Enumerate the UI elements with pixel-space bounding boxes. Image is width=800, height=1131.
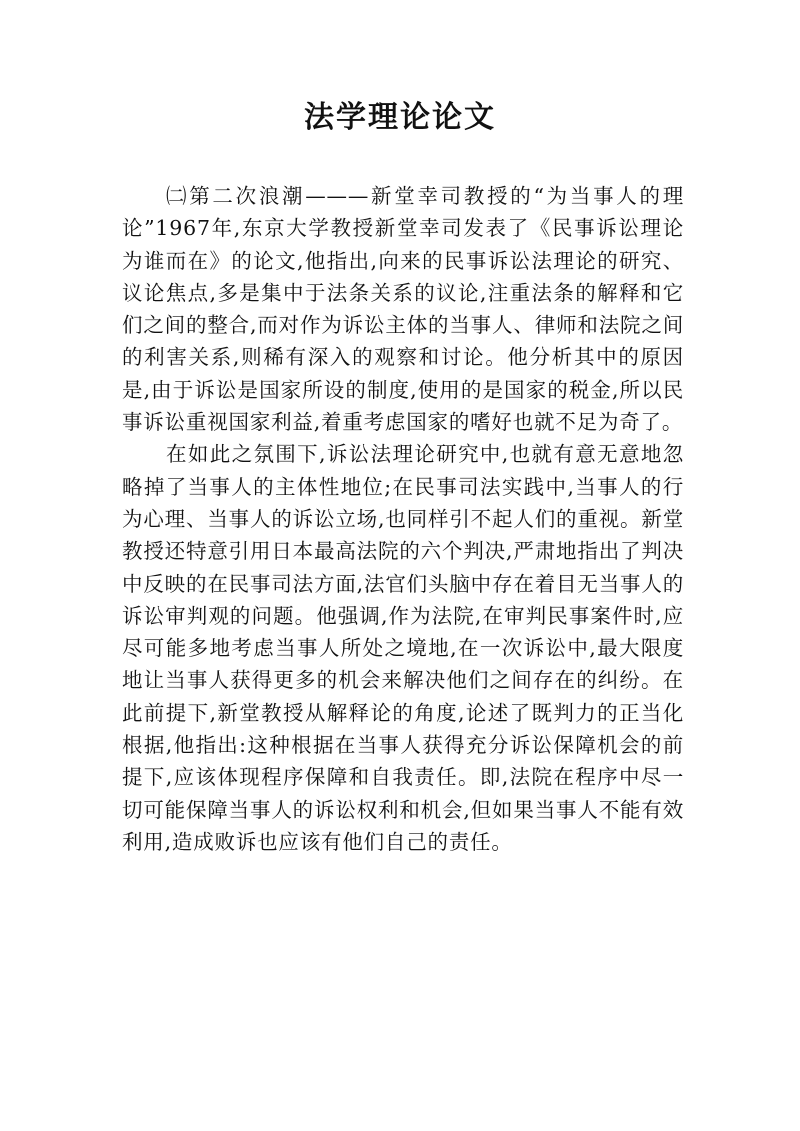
document-title: 法学理论论文 xyxy=(304,100,496,135)
document-body xyxy=(122,180,684,858)
paragraph-1: ㈡第二次浪潮———新堂幸司教授的“为当事人的理论”1967年,东京大学教授新堂幸司发表了《民事诉讼理论为谁而在》的论文,他指出,向来的民事诉讼法理论的研究、议论焦点,多是集中于法条关系的议论,注重法条的解释和它们之间的整合,而对作为诉讼主体的当事人、律师和法院之间的利害关系,则稀有深入的观察和讨论。他分析其中的原因是,由于诉讼是国家所设的制度,使用的是国家的税金,所以民事诉讼重视国家利益,着重考虑国家的嗜好也就不足为奇了。 xyxy=(122,184,684,435)
paragraph-2: 在如此之氛围下,诉讼法理论研究中,也就有意无意地忽略掉了当事人的主体性地位;在民事司法实践中,当事人的行为心理、当事人的诉讼立场,也同样引不起人们的重视。新堂教授还特意引用日本最高法院的六个判决,严肃地指出了判决中反映的在民事司法方面,法官们头脑中存在着目无当事人的诉讼审判观的问题。他强调,作为法院,在审判民事案件时,应尽可能多地考虑当事人所处之境地,在一次诉讼中,最大限度地让当事人获得更多的机会来解决他们之间存在的纠纷。在此前提下,新堂教授从解释论的角度,论述了既判力的正当化根据,他指出:这种根据在当事人获得充分诉讼保障机会的前提下,应该体现程序保障和自我责任。即,法院在程序中尽一切可能保障当事人的诉讼权利和机会,但如果当事人不能有效利用,造成败诉也应该有他们自己的责任。 xyxy=(122,442,684,854)
